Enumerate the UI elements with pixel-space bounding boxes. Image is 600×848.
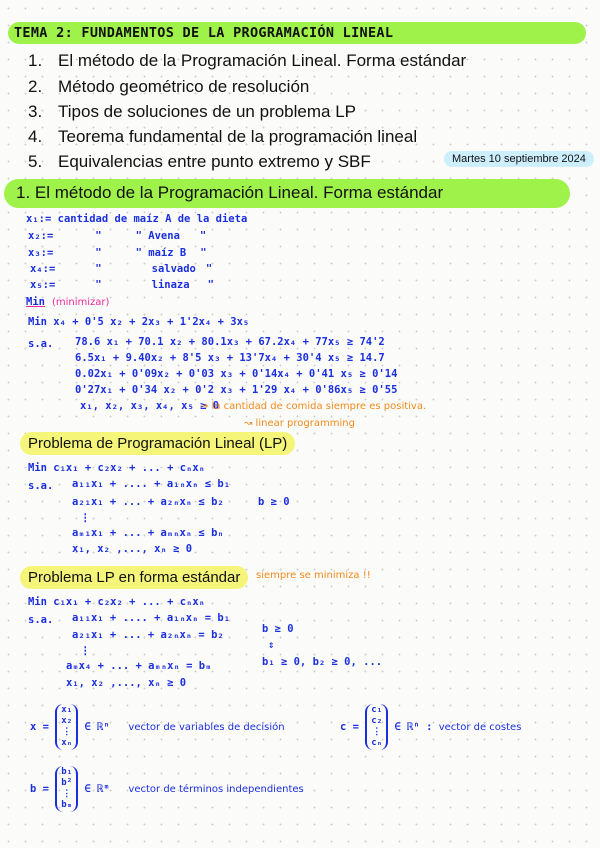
vector-x-lhs: x = xyxy=(30,721,49,733)
objective: Min x₄ + 0'5 x₂ + 2x₃ + 1'2x₄ + 3x₅ xyxy=(28,316,250,328)
vector-c-matrix xyxy=(365,704,388,750)
lp-heading xyxy=(20,433,295,452)
lp-heading-text: Problema de Programación Lineal (LP) xyxy=(20,432,295,455)
var-q1: " xyxy=(95,247,102,259)
toc-label: Equivalencias entre punto extremo y SBF xyxy=(58,152,371,171)
lp-objective: Min c₁x₁ + c₂x₂ + ... + cₙxₙ xyxy=(28,462,206,474)
std-side-1: b ≥ 0 xyxy=(262,623,294,635)
var-name: x₄:= xyxy=(30,263,56,275)
vector-b xyxy=(30,766,304,812)
toc-num: 3. xyxy=(28,102,43,121)
vector-x-matrix xyxy=(55,704,78,750)
vec-entry: ⋮ xyxy=(62,727,72,737)
var-q2: " xyxy=(135,230,142,242)
lp-nonneg: x₁, x₂ ,..., xₙ ≥ 0 xyxy=(72,543,193,555)
std-nonneg: x₁, x₂ ,..., xₙ ≥ 0 xyxy=(66,677,187,689)
vec-entry: b² xyxy=(61,778,73,788)
section-heading: 1. El método de la Programación Lineal. Forma estándar xyxy=(16,183,444,202)
std-row-2: a₂₁x₁ + ... + a₂ₙxₙ = b₂ xyxy=(72,629,224,641)
vec-entry: ⋮ xyxy=(62,789,72,799)
var-q3: " xyxy=(200,247,207,259)
vector-b-lhs: b = xyxy=(30,783,49,795)
std-row-dots: ⋮ xyxy=(80,645,91,657)
constraint-4: 0'27x₁ + 0'34 x₂ + 0'2 x₃ + 1'29 x₄ + 0'86x₅ ≥ 0'55 xyxy=(75,384,398,396)
toc-label: Tipos de soluciones de un problema LP xyxy=(58,102,356,121)
lp-sa: s.a. xyxy=(28,480,54,492)
var-food: linaza xyxy=(151,279,190,291)
lp-row-m: aₘ₁x₁ + ... + aₘₙxₙ ≤ bₙ xyxy=(72,527,224,539)
var-q3: " xyxy=(199,230,207,242)
var-food: Avena xyxy=(148,230,180,242)
toc-item-5 xyxy=(28,152,371,172)
toc-item-1 xyxy=(28,51,466,71)
constraint-2: 6.5x₁ + 9.40x₂ + 8'5 x₃ + 13'7x₄ + 30'4 x₅ ≥ 14.7 xyxy=(75,352,385,364)
std-sa: s.a. xyxy=(28,614,54,626)
toc-num: 4. xyxy=(28,127,43,146)
var-q1: " xyxy=(95,230,102,242)
var-row-5 xyxy=(30,279,214,291)
lp-row-dots: ⋮ xyxy=(80,512,91,524)
var-name: x₁:= xyxy=(26,213,52,225)
toc-label: Método geométrico de resolución xyxy=(58,77,310,96)
vector-b-rhs: ∈ ℝᵐ xyxy=(84,783,110,795)
vec-entry: cₙ xyxy=(371,738,383,748)
std-objective: Min c₁x₁ + c₂x₂ + ... + cₙxₙ xyxy=(28,596,206,608)
positivity-note: → la cantidad de comida siempre es positiva. xyxy=(200,401,427,412)
vec-entry: b₁ xyxy=(61,767,73,777)
var-q2: " xyxy=(135,247,142,259)
toc-item-3 xyxy=(28,102,356,122)
var-q3: " xyxy=(205,263,213,275)
toc-num: 1. xyxy=(28,51,43,70)
vector-x-label: vector de variables de decisión xyxy=(128,722,285,733)
constraint-3: 0.02x₁ + 0'09x₂ + 0'03 x₃ + 0'14x₄ + 0'41 x₅ ≥ 0'14 xyxy=(75,368,398,380)
var-row-1 xyxy=(26,213,247,225)
var-name: x₂:= xyxy=(28,230,54,242)
std-row-1: a₁₁x₁ + .... + a₁ₙxₙ = b₁ xyxy=(72,612,231,624)
toc-item-4 xyxy=(28,127,417,147)
vec-entry: x₂ xyxy=(61,716,73,726)
page-title: TEMA 2: FUNDAMENTOS DE LA PROGRAMACIÓN LINEAL xyxy=(14,25,394,41)
vector-c-rhs: ∈ ℝⁿ : xyxy=(394,721,433,733)
var-q1: " xyxy=(95,279,102,291)
sa-label: s.a. xyxy=(28,338,54,350)
lp-row-2: a₂₁x₁ + ... + a₂ₙxₙ ≤ b₂ xyxy=(72,496,224,508)
vector-b-matrix xyxy=(55,766,78,812)
var-food: salvado xyxy=(151,263,196,275)
var-q1: " xyxy=(95,263,102,275)
var-q3: " xyxy=(207,279,214,291)
vector-c-label: vector de costes xyxy=(438,722,522,733)
vector-x xyxy=(30,704,285,750)
constraint-1: 78.6 x₁ + 70.1 x₂ + 80.1x₃ + 67.2x₄ + 77x₅ ≥ 74'2 xyxy=(75,336,385,348)
vector-c-lhs: c = xyxy=(340,721,359,733)
std-heading xyxy=(20,567,248,586)
std-side-2: b₁ ≥ 0, b₂ ≥ 0, ... xyxy=(262,656,383,668)
linear-programming-note: ↝ linear programming xyxy=(244,418,355,429)
var-row-2 xyxy=(28,230,206,242)
lp-side: b ≥ 0 xyxy=(258,496,290,508)
std-row-m: aₘx₄ + ... + aₘₙxₙ = bₘ xyxy=(66,660,212,672)
toc-label: El método de la Programación Lineal. Forma estándar xyxy=(58,51,467,70)
date-badge: Martes 10 septiembre 2024 xyxy=(444,151,594,167)
vec-entry: c₂ xyxy=(371,716,383,726)
toc-item-2 xyxy=(28,77,309,97)
vector-x-rhs: ∈ ℝⁿ xyxy=(84,721,110,733)
constraint-5: x₁, x₂, x₃, x₄, x₅ ≥ 0 xyxy=(80,400,220,412)
std-heading-text: Problema LP en forma estándar xyxy=(20,566,248,589)
toc-label: Teorema fundamental de la programación lineal xyxy=(58,127,418,146)
vec-entry: c₁ xyxy=(371,705,383,715)
min-note: (minimizar) xyxy=(52,297,110,308)
var-row-4 xyxy=(30,263,212,275)
std-note: siempre se minimiza !! xyxy=(256,570,371,581)
vec-entry: x₁ xyxy=(61,705,73,715)
toc-num: 5. xyxy=(28,152,43,171)
vec-entry: ⋮ xyxy=(372,727,382,737)
var-name: x₃:= xyxy=(28,247,54,259)
vec-entry: bₘ xyxy=(61,800,73,810)
var-name: x₅:= xyxy=(30,279,56,291)
var-desc: cantidad de maíz A de la dieta xyxy=(57,213,248,225)
var-food: maíz B xyxy=(148,247,187,259)
min-label: Min xyxy=(26,296,45,308)
vec-entry: xₙ xyxy=(61,738,73,748)
vector-b-label: vector de términos independientes xyxy=(128,784,304,795)
vector-c xyxy=(340,704,521,750)
lp-row-1: a₁₁x₁ + .... + a₁ₙxₙ ≤ b₁ xyxy=(72,478,231,490)
var-row-3 xyxy=(28,247,207,259)
std-side-arrow: ⇕ xyxy=(268,639,275,651)
toc-num: 2. xyxy=(28,77,43,96)
